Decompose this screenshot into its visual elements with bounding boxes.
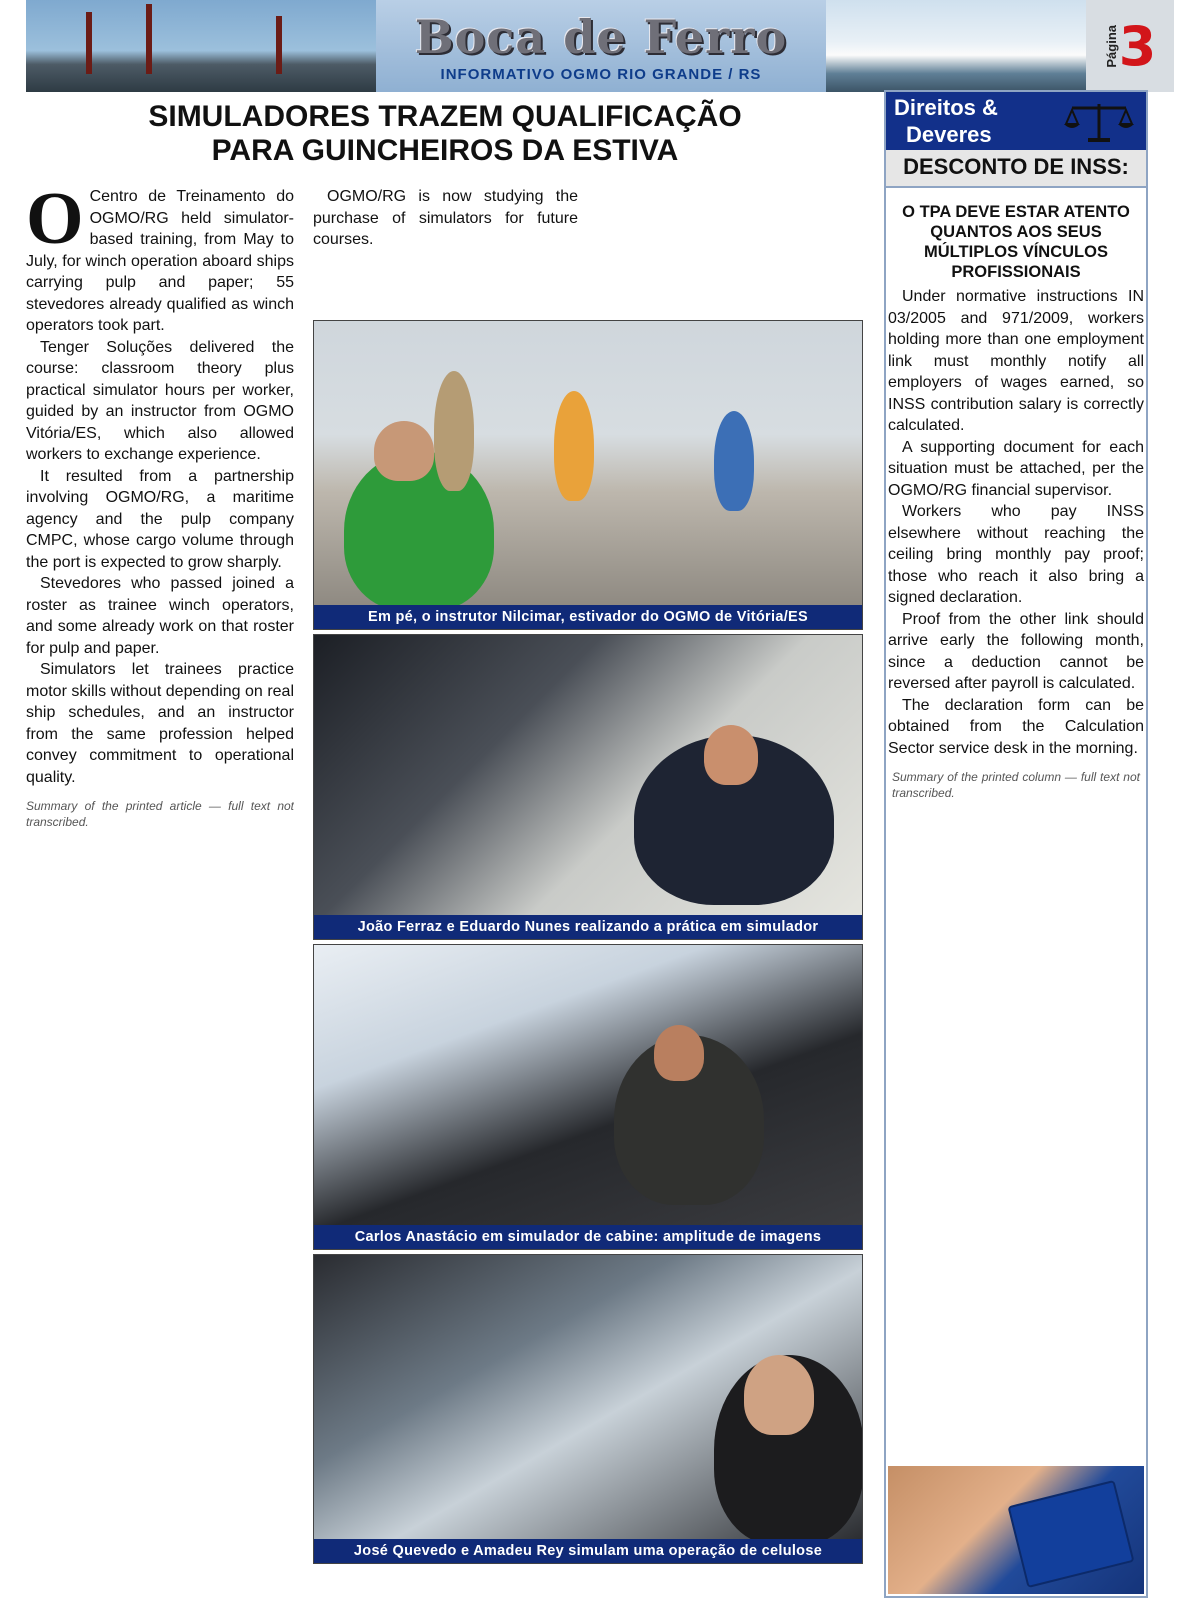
article-column-2 (313, 186, 578, 251)
sidebar-work-card-photo (888, 1466, 1144, 1594)
photo-caption: Carlos Anastácio em simulador de cabine: amplitude de imagens (314, 1225, 862, 1249)
photo-classroom-image (314, 321, 862, 605)
photo-cabin-simulator-image (314, 945, 862, 1225)
photo-pulp-operation-image (314, 1255, 862, 1539)
newsletter-title: Boca de Ferro (414, 9, 788, 64)
sidebar-section-header (886, 92, 1146, 150)
article-summary-note: Summary of the printed article — full text not transcribed. (26, 799, 294, 829)
sidebar-paragraph: Workers who pay INSS elsewhere without reaching the ceiling bring monthly pay proof; those who reach it also bring a signed declaration. (888, 503, 1144, 606)
headline-line-2: PARA GUINCHEIROS DA ESTIVA (211, 134, 679, 167)
sidebar-paragraph: The declaration form can be obtained from the Calculation Sector service desk in the morning. (888, 696, 1144, 757)
article-paragraph: Centro de Treinamento do OGMO/RG held simulator-based training, from May to July, for winch operation aboard ships carrying pulp and paper; 55 stevedores already qualified as winch operators took part. (26, 188, 294, 334)
masthead-ship-photo (826, 0, 1086, 92)
masthead-port-photo (26, 0, 376, 92)
headline-line-1: SIMULADORES TRAZEM QUALIFICAÇÃO (148, 100, 742, 133)
masthead-title-block (376, 0, 826, 92)
photo-classroom (313, 320, 863, 630)
sidebar-paragraph: A supporting document for each situation must be attached, per the OGMO/RG financial supervisor. (888, 438, 1144, 499)
drop-cap: O (26, 186, 84, 260)
article-paragraph: Tenger Soluções delivered the course: classroom theory plus practical simulator hours per worker, guided by an instructor from OGMO Vitória/ES, which also allowed workers to exchange experience. (26, 338, 294, 463)
article-paragraph: Stevedores who passed joined a roster as trainee winch operators, and some already work on that roster for pulp and paper. (26, 575, 294, 657)
photo-pulp-operation (313, 1254, 863, 1564)
photo-simulator-practice (313, 634, 863, 940)
sidebar-body (886, 286, 1146, 801)
article-paragraph: Simulators let trainees practice motor skills without depending on real ship schedules, and an instructor from the same profession helped convey commitment to operational quality. (26, 661, 294, 786)
masthead (26, 0, 1174, 92)
page-label: Página (1103, 24, 1119, 68)
sidebar-summary-note: Summary of the printed column — full text not transcribed. (892, 770, 1140, 800)
work-card-booklet (1007, 1480, 1134, 1588)
page-indicator (1086, 0, 1174, 92)
photo-cabin-simulator (313, 944, 863, 1250)
sidebar-paragraph: Proof from the other link should arrive early the following month, since a deduction cannot be reversed after payroll is calculated. (888, 610, 1144, 692)
photo-caption: João Ferraz e Eduardo Nunes realizando a prática em simulador (314, 915, 862, 939)
sidebar-subtitle: O TPA DEVE ESTAR ATENTO QUANTOS AOS SEUS MÚLTIPLOS VÍNCULOS PROFISSIONAIS (902, 203, 1130, 281)
article-column-1 (26, 186, 294, 1596)
sidebar-paragraph: Under normative instructions IN 03/2005 and 971/2009, workers holding more than one employment link must monthly notify all employers of wages earned, so INSS contribution salary is correctly calculated. (888, 288, 1144, 434)
photo-caption: Em pé, o instrutor Nilcimar, estivador do OGMO de Vitória/ES (314, 605, 862, 629)
photo-caption: José Quevedo e Amadeu Rey simulam uma operação de celulose (314, 1539, 862, 1563)
article-paragraph: OGMO/RG is now studying the purchase of simulators for future courses. (313, 188, 578, 248)
sidebar-title: DESCONTO DE INSS: (886, 150, 1146, 188)
photo-simulator-practice-image (314, 635, 862, 915)
scales-of-justice-icon (1064, 98, 1134, 144)
article-paragraph: It resulted from a partnership involving OGMO/RG, a maritime agency and the pulp company CMPC, whose cargo volume through the port is expected to grow sharply. (26, 467, 294, 571)
rights-duties-sidebar (884, 90, 1148, 1598)
page-number: 3 (1118, 14, 1157, 78)
sidebar-section-line-1: Direitos & (894, 95, 998, 120)
newsletter-subtitle: INFORMATIVO OGMO RIO GRANDE / RS (440, 65, 762, 83)
article-headline (26, 100, 864, 168)
sidebar-section-line-2: Deveres (906, 122, 992, 147)
